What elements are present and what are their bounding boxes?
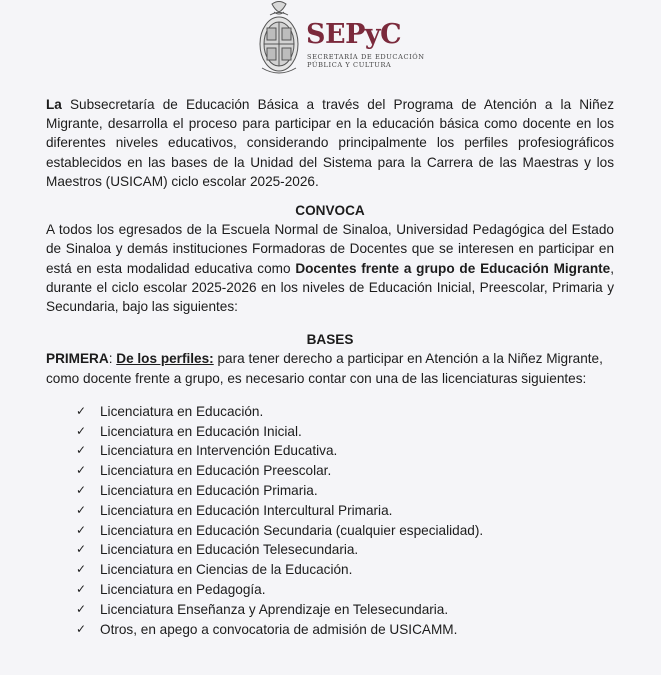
list-item-text: Licenciatura en Ciencias de la Educación.: [100, 562, 353, 578]
list-item-text: Licenciatura en Educación Intercultural Primaria.: [100, 502, 393, 518]
checkmark-icon: ✓: [76, 423, 87, 438]
list-item-text: Licenciatura en Pedagogía.: [100, 582, 266, 598]
list-item-text: Licenciatura en Educación Secundaria (cualquier especialidad).: [100, 522, 484, 538]
list-item-text: Licenciatura en Intervención Educativa.: [100, 443, 338, 459]
checkmark-icon: ✓: [76, 522, 87, 537]
convoca-text-before: A todos los egresados de la Escuela Normal de Sinaloa, Universidad Pedagógica del Estado de Sinaloa y demás instituciones Formadoras de Docentes que se interesen en participar en está en esta modalidad educativa como: [46, 222, 614, 276]
bases-heading: BASES: [306, 332, 354, 348]
list-item: [76, 540, 614, 560]
logo-subtitle-line2: PÚBLICA Y CULTURA: [307, 61, 392, 69]
convoca-heading: CONVOCA: [295, 203, 365, 219]
list-item: [76, 600, 614, 620]
list-item-text: Licenciatura en Educación Primaria.: [100, 483, 318, 499]
primera-label: PRIMERA: [46, 351, 109, 367]
convoca-text-bold: Docentes frente a grupo de Educación Migrante: [295, 260, 611, 276]
list-item-text: Licenciatura en Educación Inicial.: [100, 423, 302, 439]
convoca-text-after: , durante el ciclo escolar 2025-2026 en los niveles de Educación Inicial, Preescolar, Primaria y Secundaria, bajo las siguientes:: [46, 260, 615, 315]
checkmark-icon: ✓: [76, 403, 87, 418]
sepyc-logo-text: SEPyC: [306, 19, 402, 50]
list-item-text: Licenciatura en Educación Preescolar.: [100, 463, 332, 479]
list-item: [76, 481, 614, 501]
list-item: [76, 402, 614, 422]
document-header: [0, 0, 661, 82]
checkmark-icon: ✓: [76, 483, 87, 498]
intro-paragraph: [46, 95, 614, 191]
list-item-text: Otros, en apego a convocatoria de admisión de USICAMM.: [100, 621, 458, 637]
convoca-paragraph: [46, 220, 614, 316]
list-item-text: Licenciatura en Educación.: [100, 403, 264, 419]
licenciaturas-list: [46, 402, 614, 640]
document-body: [46, 95, 614, 639]
checkmark-icon: ✓: [76, 502, 87, 517]
list-item: [76, 560, 614, 580]
list-item: [76, 580, 614, 600]
list-item: [76, 521, 614, 541]
list-item: [76, 461, 614, 481]
checkmark-icon: ✓: [76, 463, 87, 478]
primera-paragraph: [46, 349, 614, 387]
checkmark-icon: ✓: [76, 562, 87, 577]
primera-text: para tener derecho a participar en Atención a la Niñez Migrante, como docente frente a grupo, es necesario contar con una de las licenciaturas siguientes:: [46, 351, 603, 386]
intro-text: Subsecretaría de Educación Básica a través del Programa de Atención a la Niñez Migrante, desarrolla el proceso para participar en la educación básica como docente en los diferentes niveles educativos, considerando principalmente los perfiles profesiográficos establecidos en las bases de la Unidad del Sistema para la Carrera de las Maestras y los Maestros (USICAM) ciclo escolar 2025-2026.: [46, 97, 614, 189]
list-item: [76, 422, 614, 442]
list-item-text: Licenciatura Enseñanza y Aprendizaje en Telesecundaria.: [100, 601, 449, 617]
checkmark-icon: ✓: [76, 542, 87, 557]
list-item: [76, 620, 614, 640]
list-item: [76, 501, 614, 521]
coat-of-arms-seal-icon: [256, 0, 302, 78]
intro-lead: La: [46, 97, 62, 112]
checkmark-icon: ✓: [76, 582, 87, 597]
list-item: [76, 441, 614, 461]
checkmark-icon: ✓: [76, 443, 87, 458]
primera-colon: :: [108, 351, 117, 367]
checkmark-icon: ✓: [76, 601, 87, 616]
checkmark-icon: ✓: [76, 621, 87, 636]
list-item-text: Licenciatura en Educación Telesecundaria.: [100, 542, 359, 558]
logo-subtitle-line1: SECRETARÍA DE EDUCACIÓN: [307, 53, 425, 61]
perfiles-label: De los perfiles:: [116, 351, 214, 367]
